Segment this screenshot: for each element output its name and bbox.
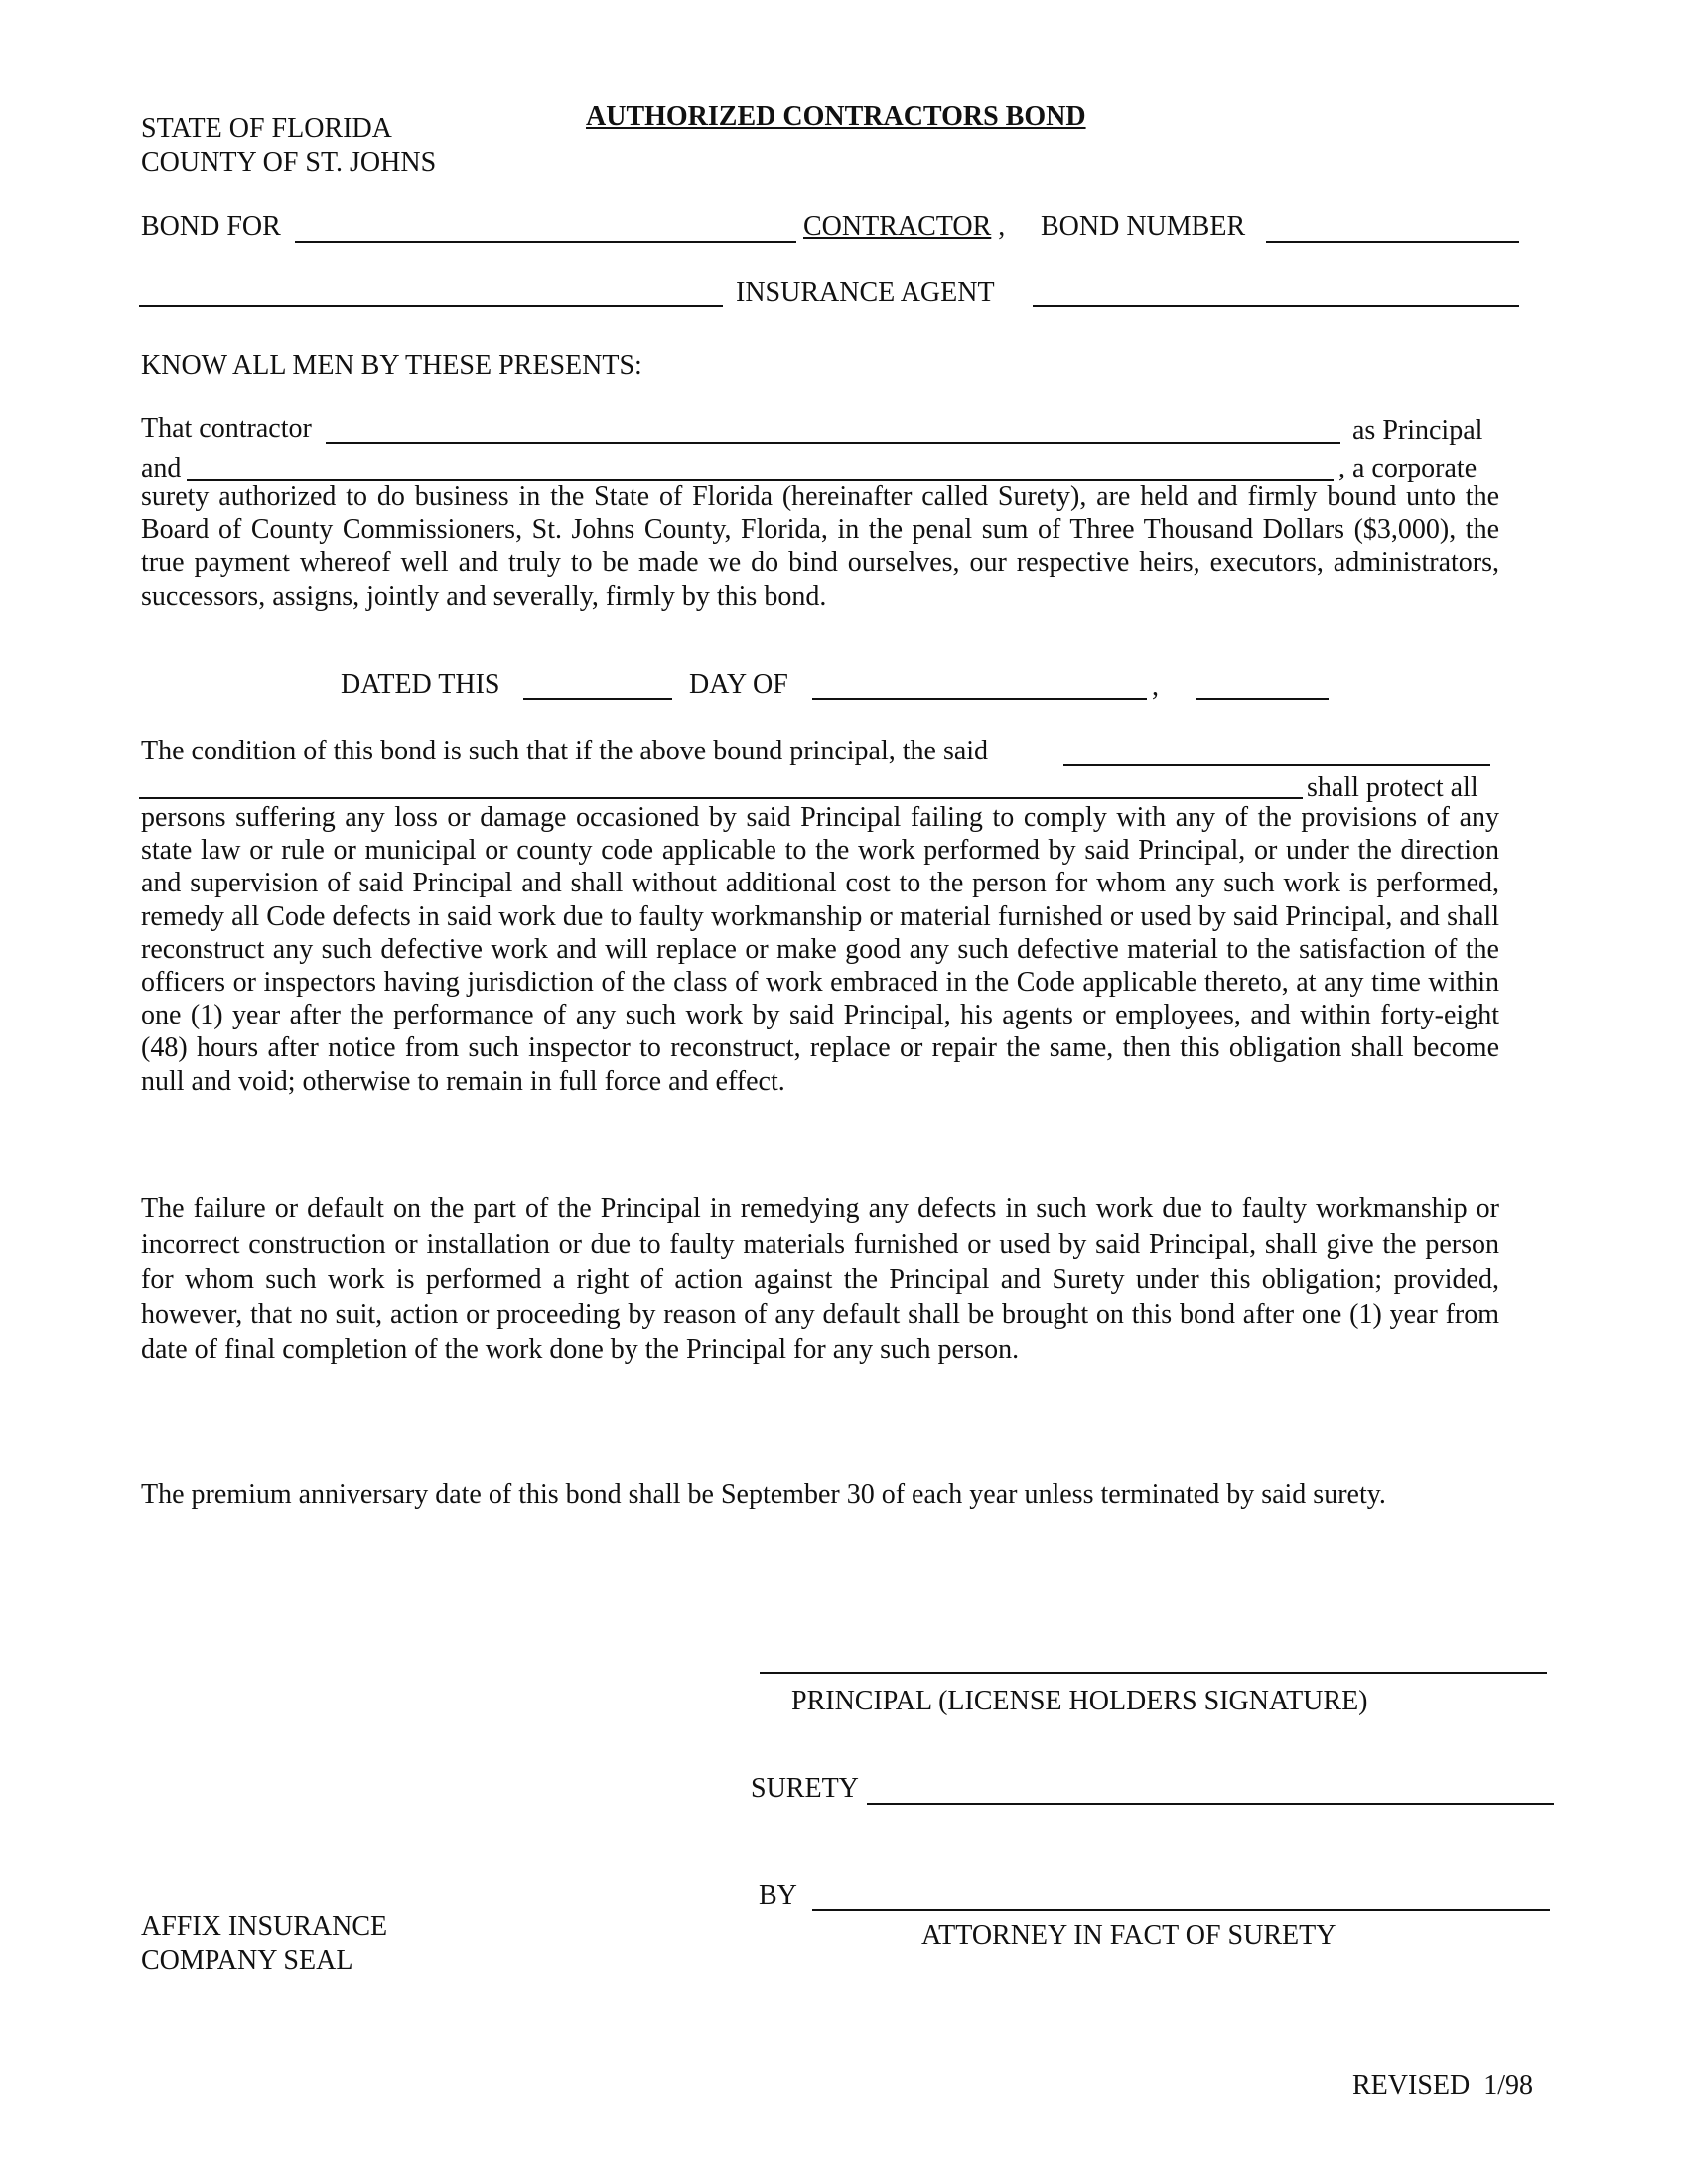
- bond-for-field[interactable]: [295, 241, 796, 243]
- state-label: STATE OF FLORIDA: [141, 113, 392, 144]
- condition-principal-field-end[interactable]: [1063, 764, 1490, 766]
- bond-number-field[interactable]: [1266, 241, 1519, 243]
- bond-for-label: BOND FOR: [141, 211, 281, 242]
- month-field[interactable]: [812, 698, 1147, 700]
- surety-paragraph: surety authorized to do business in the State of Florida (hereinafter called Surety), are held and firmly bound unto the Board of County Commissioners, St. Johns County, Florida, in the penal sum of Three Thousand Dollars ($3,000), the true payment whereof well and truly to be made we do bind ourselves, our respective heirs, executors, administrators, successors, assigns, jointly and severally, firmly by this bond.: [141, 481, 1499, 612]
- document-title: AUTHORIZED CONTRACTORS BOND: [586, 101, 1086, 132]
- seal-line-1: AFFIX INSURANCE: [141, 1911, 388, 1942]
- by-label: BY: [759, 1880, 797, 1911]
- surety-signature-field[interactable]: [867, 1803, 1554, 1805]
- year-field[interactable]: [1196, 698, 1329, 700]
- condition-principal-field[interactable]: [139, 797, 1303, 799]
- that-contractor-label: That contractor: [141, 413, 312, 444]
- a-corporate-label: , a corporate: [1338, 453, 1477, 483]
- as-principal-label: as Principal: [1352, 415, 1483, 446]
- dated-this-label: DATED THIS: [341, 669, 500, 700]
- separator: ,: [991, 211, 1006, 242]
- condition-paragraph: persons suffering any loss or damage occasioned by said Principal failing to comply with any of the provisions of any state law or rule or municipal or county code applicable to the work performed by said Principal, or under the direction and supervision of said Principal and shall without additional cost to the person for whom any such work is performed, remedy all Code defects in said work due to faulty workmanship or material furnished or used by said Principal, and shall reconstruct any such defective work and will replace or make good any such defective material to the satisfaction of the officers or inspectors having jurisdiction of the class of work embraced in the Code applicable thereto, at any time within one (1) year after the performance of any such work by said Principal, his agents or employees, and within forty-eight (48) hours after notice from such inspector to reconstruct, replace or repair the same, then this obligation shall become null and void; otherwise to remain in full force and effect.: [141, 802, 1499, 1097]
- day-of-label: DAY OF: [689, 669, 788, 700]
- principal-signature-field[interactable]: [760, 1672, 1547, 1674]
- know-all-heading: KNOW ALL MEN BY THESE PRESENTS:: [141, 350, 642, 381]
- shall-protect-label: shall protect all: [1307, 772, 1478, 803]
- bond-number-label: BOND NUMBER: [1041, 211, 1246, 242]
- revised-label: REVISED 1/98: [1352, 2070, 1533, 2101]
- failure-paragraph: The failure or default on the part of the Principal in remedying any defects in such work due to faulty workmanship or incorrect construction or installation or due to faulty materials furnished or used by said Principal, shall give the person for whom such work is performed a right of action against the Principal and Surety under this obligation; provided, however, that no suit, action or proceeding by reason of any default shall be brought on this bond after one (1) year from date of final completion of the work done by the Principal for any such person.: [141, 1193, 1499, 1365]
- date-comma: ,: [1152, 671, 1159, 702]
- condition-intro: The condition of this bond is such that if the above bound principal, the said: [141, 736, 989, 766]
- surety-label: SURETY: [751, 1773, 859, 1804]
- county-label: COUNTY OF ST. JOHNS: [141, 147, 437, 178]
- premium-paragraph: The premium anniversary date of this bond shall be September 30 of each year unless terminated by said surety.: [141, 1479, 1386, 1510]
- contractor-label: CONTRACTOR: [803, 211, 992, 242]
- seal-line-2: COMPANY SEAL: [141, 1945, 353, 1976]
- attorney-label: ATTORNEY IN FACT OF SURETY: [921, 1920, 1336, 1951]
- by-signature-field[interactable]: [812, 1909, 1550, 1911]
- principal-signature-label: PRINCIPAL (LICENSE HOLDERS SIGNATURE): [791, 1686, 1368, 1716]
- day-field[interactable]: [523, 698, 672, 700]
- and-label: and: [141, 453, 182, 483]
- principal-contractor-field[interactable]: [326, 442, 1340, 444]
- insurance-agent-field[interactable]: [1033, 305, 1519, 307]
- insurance-agent-label: INSURANCE AGENT: [736, 277, 995, 308]
- agency-field[interactable]: [139, 305, 723, 307]
